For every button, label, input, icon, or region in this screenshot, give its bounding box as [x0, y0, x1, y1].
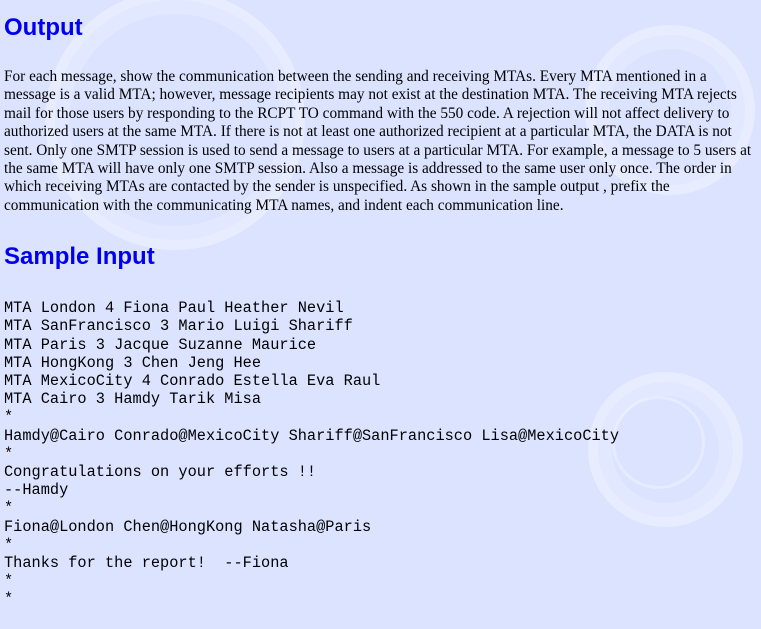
sample-input-line: *: [4, 572, 14, 591]
sample-input-line: Hamdy@Cairo Conrado@MexicoCity Shariff@SanFrancisco Lisa@MexicoCity: [4, 426, 620, 445]
sample-input-line: MTA MexicoCity 4 Conrado Estella Eva Raul: [4, 372, 381, 390]
sample-input-line: --Hamdy: [4, 481, 69, 500]
sample-input-line: MTA HongKong 3 Chen Jeng Hee: [4, 353, 262, 372]
output-heading: Output: [4, 14, 83, 41]
sample-input-line: Fiona@London Chen@HongKong Natasha@Paris: [4, 517, 372, 536]
sample-input-line: *: [4, 499, 14, 518]
sample-input-line: Congratulations on your efforts !!: [4, 462, 317, 481]
sample-input-line: *: [4, 590, 14, 609]
sample-input-block: [4, 299, 757, 608]
sample-input-line: MTA SanFrancisco 3 Mario Luigi Shariff: [4, 317, 353, 336]
sample-input-heading: Sample Input: [4, 243, 155, 271]
sample-input-line: *: [4, 408, 14, 427]
sample-input-line: Thanks for the report! --Fiona: [4, 553, 289, 572]
sample-input-line: MTA Paris 3 Jacque Suzanne Maurice: [4, 335, 317, 354]
sample-input-line: *: [4, 444, 14, 463]
sample-input-line: MTA London 4 Fiona Paul Heather Nevil: [4, 299, 344, 318]
sample-input-line: MTA Cairo 3 Hamdy Tarik Misa: [4, 390, 262, 409]
output-description: For each message, show the communication between the sending and receiving MTAs. Every MTA mentioned in a message is a valid MTA; however, message recipients may not exist at the destination MTA. The receiving MTA rejects mail for those users by responding to the RCPT TO command with the 550 code. A rejection will not affect delivery to authorized users at the same MTA. If there is not at least one authorized recipient at a particular MTA, the DATA is not sent. Only one SMTP session is used to send a message to users at a particular MTA. For example, a message to 5 users at the same MTA will have only one SMTP session. Also a message is addressed to the same user only once. The order in which receiving MTAs are contacted by the sender is unspecified. As shown in the sample output , prefix the communication with the communicating MTA names, and indent each communication line.: [4, 68, 752, 214]
sample-input-line: *: [4, 535, 14, 554]
